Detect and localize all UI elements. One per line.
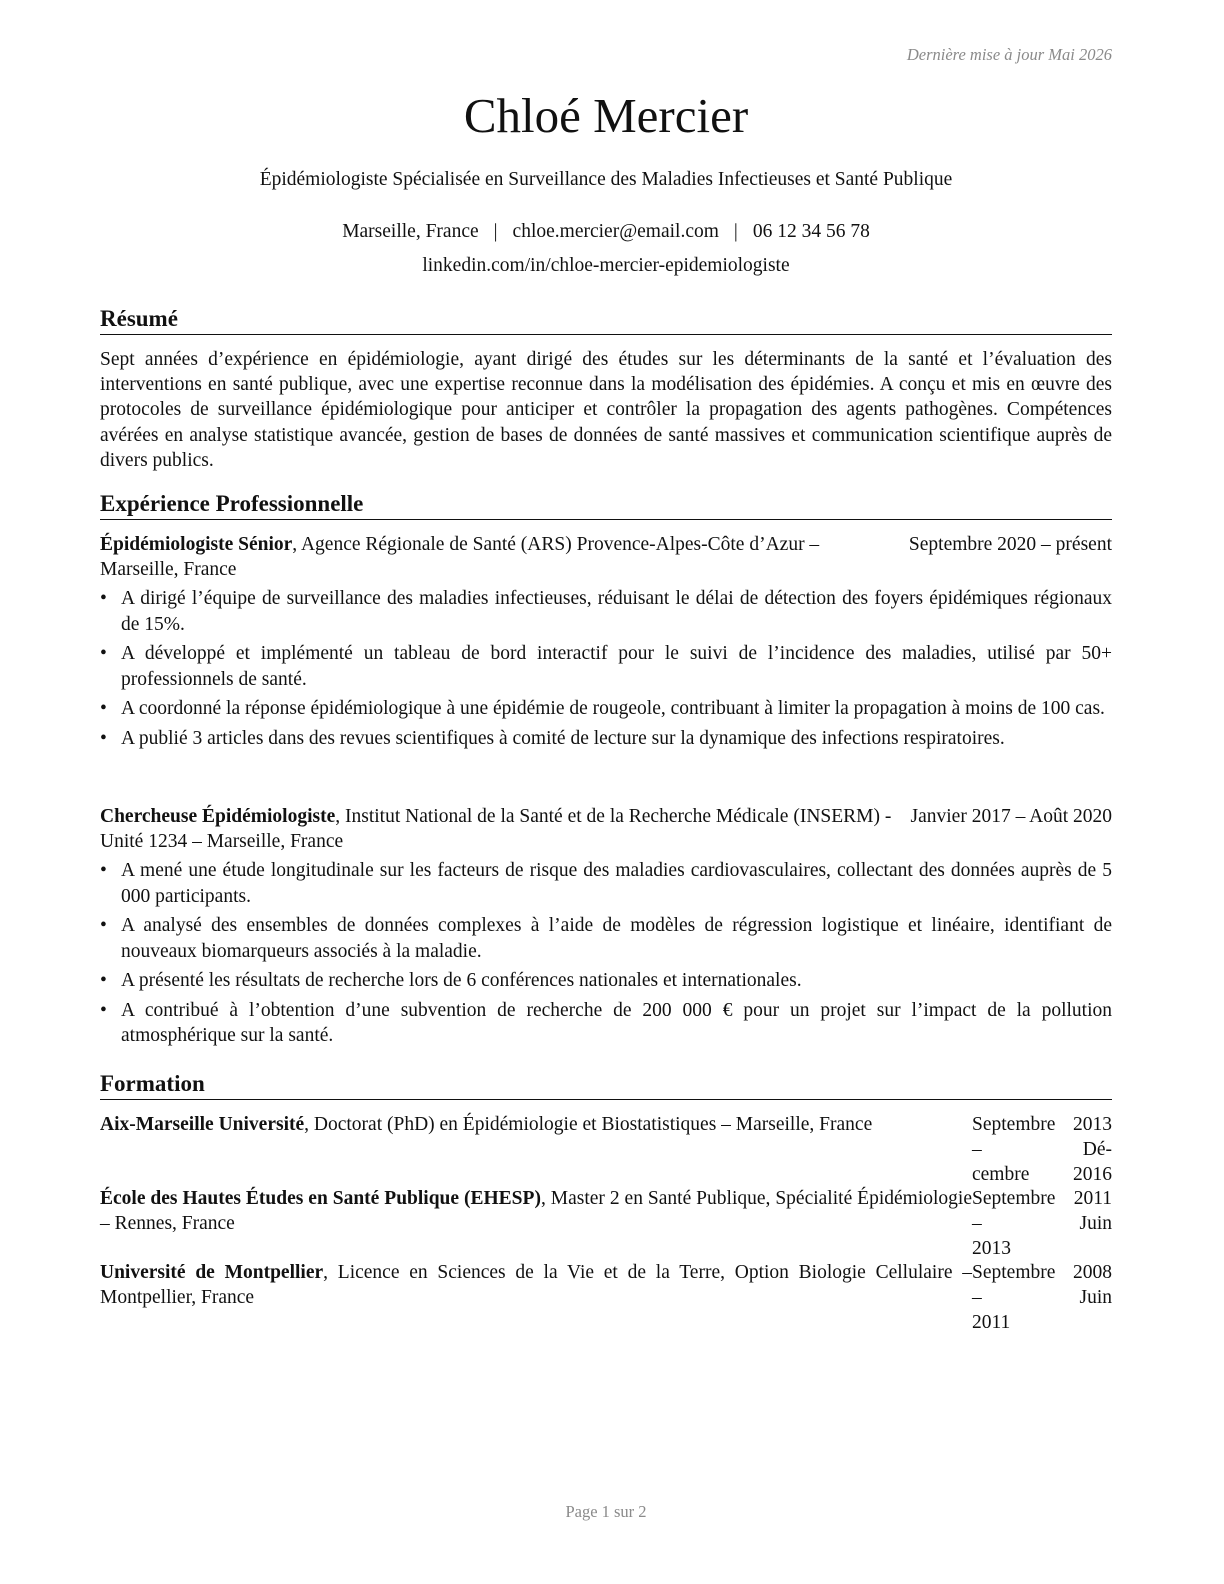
date-line: 2011: [972, 1312, 1011, 1334]
email-link[interactable]: chloe.mercier@email.com: [512, 221, 719, 242]
bullet-icon: •: [100, 860, 107, 882]
list-item: • A analysé des ensembles de données complexes à l’aide de modèles de régression logistique et linéaire, identifiant de nouveaux biomarqueurs associés à la maladie.: [100, 915, 1112, 962]
list-item: • A mené une étude longitudinale sur les facteurs de risque des maladies cardiovasculaires, collectant des données auprès de 5 000 participants.: [100, 860, 1112, 907]
education-dates: [972, 1186, 1112, 1262]
school-name: Université de Montpellier: [100, 1262, 324, 1283]
page-number: Page 1 sur 2: [565, 1502, 647, 1521]
bullet-icon: •: [100, 970, 107, 992]
job-dates: Janvier 2017 – Août 2020: [910, 806, 1112, 827]
bullet-icon: •: [100, 728, 107, 750]
education-heading: Formation: [100, 1070, 1112, 1100]
job-title: Épidémiologiste Sénior: [100, 534, 293, 555]
list-item: • A dirigé l’équipe de surveillance des maladies infectieuses, réduisant le délai de détection des foyers épidémiques régionaux de 15%.: [100, 588, 1112, 635]
summary-text: Sept années d’expérience en épidémiologie, ayant dirigé des études sur les déterminants de la santé et l’évaluation des interventions en santé publique, avec une expertise reconnue dans la modélisation des épidémies. A conçu et mis en œuvre des protocoles de surveillance épidémiologique pour anticiper et contrôler la propagation des agents pathogènes. Compétences avérées en analyse statistique avancée, gestion de bases de données de santé massives et communication scientifique auprès de divers publics.: [100, 349, 1112, 471]
degree-detail: , Doctorat (PhD) en Épidémiologie et Biostatistiques – Marseille, France: [304, 1114, 873, 1135]
education-entry: [100, 1112, 1112, 1188]
bullet-icon: •: [100, 698, 107, 720]
date-line: cembre 2016: [972, 1164, 1112, 1186]
phone-number: 06 12 34 56 78: [752, 221, 870, 242]
resume-page: [100, 0, 1112, 1584]
list-item: • A coordonné la réponse épidémiologique à une épidémie de rougeole, contribuant à limiter la propagation à moins de 100 cas.: [100, 696, 1112, 721]
school-name: Aix-Marseille Université: [100, 1114, 305, 1135]
job-organization: , Agence Régionale de Santé (ARS) Provence-Alpes-Côte d’Azur – Marseille, France: [100, 534, 820, 581]
last-updated: Dernière mise à jour Mai 2026: [906, 45, 1112, 64]
list-item: • A développé et implémenté un tableau de bord interactif pour le suivi de l’incidence des maladies, utilisé par 50+ professionnels de santé.: [100, 643, 1112, 690]
date-line: 2013: [972, 1238, 1011, 1260]
summary-heading: Résumé: [100, 305, 1112, 335]
school-name: École des Hautes Études en Santé Publique (EHESP): [100, 1188, 541, 1209]
education-entry: [100, 1260, 1112, 1336]
education-description: [100, 1112, 972, 1137]
education-dates: [972, 1112, 1112, 1188]
job-bullets: [100, 858, 1112, 1048]
job-bullets: [100, 586, 1112, 751]
linkedin-link[interactable]: linkedin.com/in/chloe-mercier-epidemiologiste: [422, 255, 790, 276]
degree-detail: , Licence en Sciences de la Vie et de la Terre, Option Biologie Cellulaire – Montpellier, France: [100, 1262, 972, 1309]
contact-line: [100, 219, 1112, 245]
bullet-icon: •: [100, 643, 107, 665]
education-dates: [972, 1260, 1112, 1336]
date-line: Septembre 2013 – Dé-: [972, 1114, 1112, 1161]
bullet-icon: •: [100, 1000, 107, 1022]
job-title: Chercheuse Épidémiologiste: [100, 806, 336, 827]
job-entry: [100, 532, 1112, 756]
education-entry: [100, 1186, 1112, 1262]
job-header: [100, 532, 1112, 582]
separator: |: [493, 221, 498, 242]
list-item: • A publié 3 articles dans des revues scientifiques à comité de lecture sur la dynamique des infections respiratoires.: [100, 726, 1112, 751]
job-organization: , Institut National de la Santé et de la Recherche Médicale (INSERM) - Unité 1234 – Marseille, France: [100, 806, 892, 853]
bullet-icon: •: [100, 915, 107, 937]
job-dates: Septembre 2020 – présent: [908, 534, 1112, 555]
location: Marseille, France: [342, 221, 479, 242]
date-line: Septembre 2011 – Juin: [972, 1188, 1112, 1235]
job-header: [100, 804, 1112, 854]
professional-title: Épidémiologiste Spécialisée en Surveillance des Maladies Infectieuses et Santé Publique: [259, 169, 953, 190]
education-description: [100, 1186, 972, 1236]
degree-detail: , Master 2 en Santé Publique, Spécialité Épidémiologie – Rennes, France: [100, 1188, 972, 1235]
education-description: [100, 1260, 972, 1310]
separator: |: [733, 221, 738, 242]
list-item: • A présenté les résultats de recherche lors de 6 conférences nationales et internationales.: [100, 968, 1112, 993]
job-entry: [100, 804, 1112, 1053]
list-item: • A contribué à l’obtention d’une subvention de recherche de 200 000 € pour un projet sur l’impact de la pollution atmosphérique sur la santé.: [100, 1000, 1112, 1047]
experience-heading: Expérience Professionnelle: [100, 490, 1112, 520]
person-name: Chloé Mercier: [463, 88, 749, 143]
date-line: Septembre 2008 – Juin: [972, 1262, 1112, 1309]
bullet-icon: •: [100, 588, 107, 610]
